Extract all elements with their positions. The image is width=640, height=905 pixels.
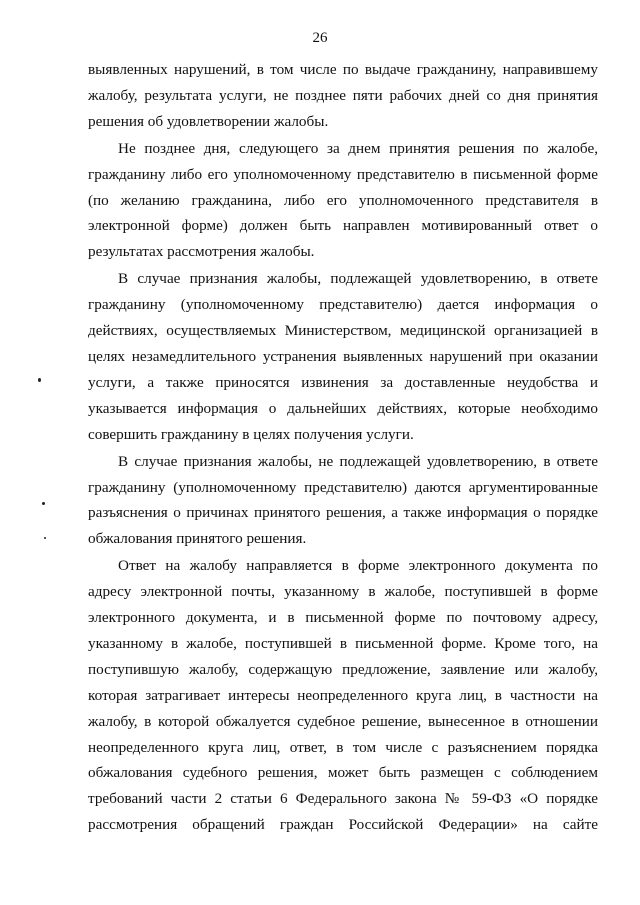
paragraph-response-deadline: Не позднее дня, следующего за днем принятия решения по жалобе, гражданину либо его уполномоченному представителю в письменной форме (по желанию гражданина, либо его уполномоченного представителя в электронной форме) должен быть направлен мотивированный ответ о результатах рассмотрения жалобы. (88, 139, 598, 261)
page-number: 26 (312, 30, 328, 46)
paragraph-response-delivery: Ответ на жалобу направляется в форме электронного документа по адресу электронной почты, указанному в жалобе, поступившей в форме электронного документа, и в письменной форме по почтовому адресу, указанному в жалобе, поступившей в письменной форме. Кроме того, на поступившую жалобу, содержащую предложение, заявление или жалобу, которая затрагивает интересы неопределенного круга лиц, в частности на жалобу, в которой обжалуется судебное решение, вынесенное в отношении неопределенного круга лиц, ответ, в том числе с разъяснением порядка обжалования судебного решения, может быть размещен с соблюдением требований части 2 статьи 6 Федерального закона № 59-ФЗ «О порядке рассмотрения обращений граждан Российской Федерации» на сайте (88, 557, 598, 834)
document-body (88, 57, 598, 839)
scan-speck (38, 378, 41, 382)
paragraph-complaint-satisfied: В случае признания жалобы, подлежащей удовлетворению, в ответе гражданину (уполномоченному представителю) дается информация о действиях, осуществляемых Министерством, медицинской организацией в целях незамедлительного устранения выявленных нарушений при оказании услуги, а также приносятся извинения за доставленные неудобства и указывается информация о дальнейших действиях, которые необходимо совершить гражданину в целях получения услуги. (88, 270, 598, 443)
paragraph-continued: выявленных нарушений, в том числе по выдаче гражданину, направившему жалобу, результата услуги, не позднее пяти рабочих дней со дня принятия решения об удовлетворении жалобы. (88, 61, 598, 130)
paragraph-complaint-rejected: В случае признания жалобы, не подлежащей удовлетворению, в ответе гражданину (уполномоченному представителю) даются аргументированные разъяснения о причинах принятого решения, а также информация о порядке обжалования принятого решения. (88, 452, 598, 548)
scan-speck (44, 537, 46, 539)
scan-speck (42, 502, 45, 505)
